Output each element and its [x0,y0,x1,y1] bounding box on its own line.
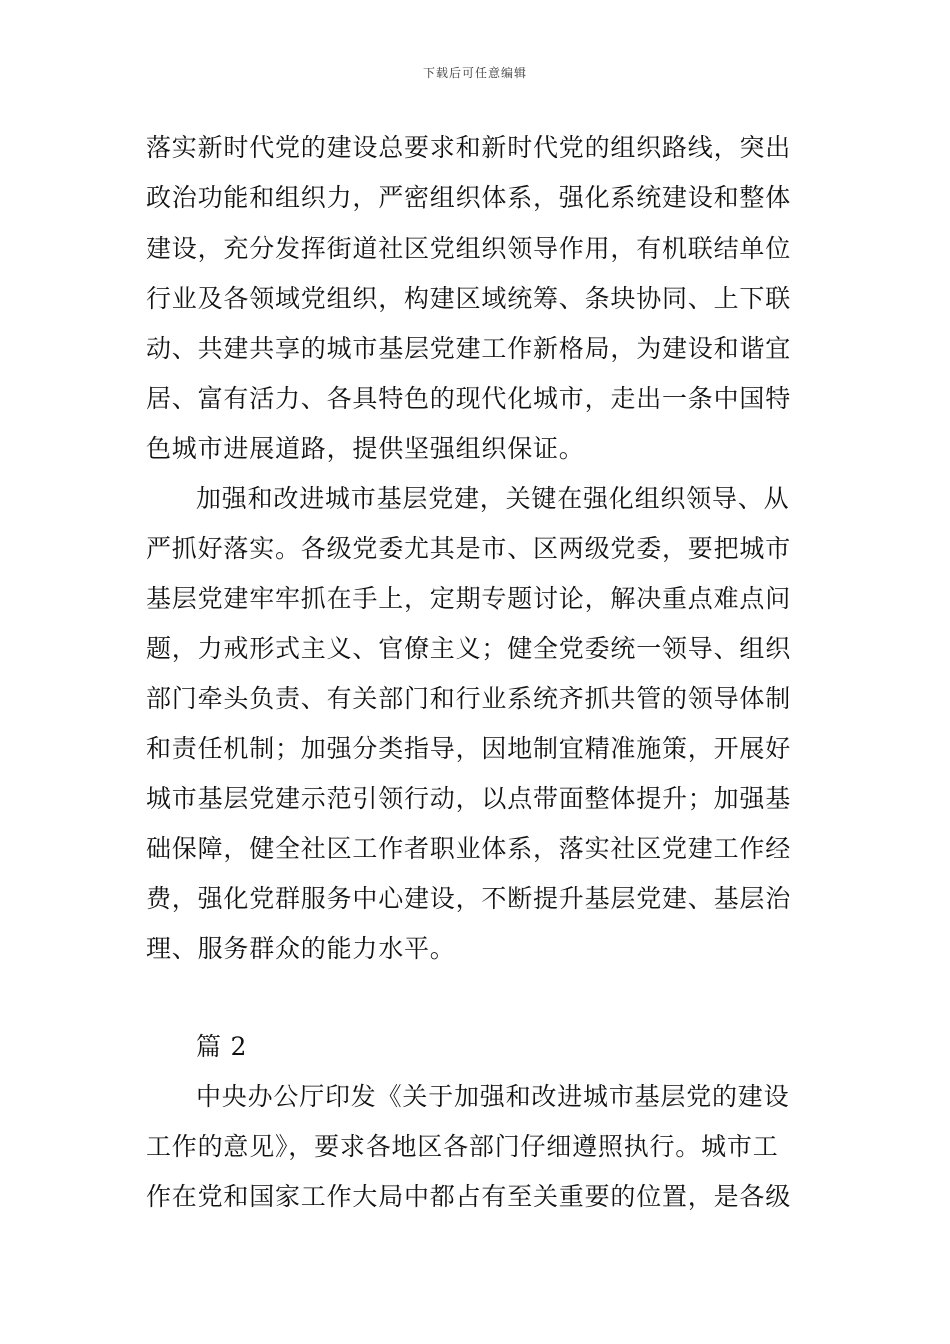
text-line: 理、服务群众的能力水平。 [146,934,456,963]
text-line: 行业及各领域党组织，构建区域统筹、条块协同、上下联 [146,284,792,313]
text-line: 城市基层党建示范引领行动，以点带面整体提升；加强基 [146,784,792,813]
text-line: 严抓好落实。各级党委尤其是市、区两级党委，要把城市 [146,534,792,563]
text-line: 色城市进展道路，提供坚强组织保证。 [146,434,585,463]
text-line: 基层党建牢牢抓在手上，定期专题讨论，解决重点难点问 [146,584,792,613]
text-line: 工作的意见》，要求各地区各部门仔细遵照执行。城市工 [146,1132,779,1161]
text-line: 落实新时代党的建设总要求和新时代党的组织路线，突出 [146,133,792,162]
text-line: 础保障，健全社区工作者职业体系，落实社区党建工作经 [146,834,792,863]
paragraph-first-line: 中央办公厅印发《关于加强和改进城市基层党的建设 [196,1082,790,1111]
paragraph-first-line: 加强和改进城市基层党建，关键在强化组织领导、从 [196,484,790,513]
text-line: 题，力戒形式主义、官僚主义；健全党委统一领导、组织 [146,634,792,663]
text-line: 和责任机制；加强分类指导，因地制宜精准施策，开展好 [146,734,792,763]
text-line: 政治功能和组织力，严密组织体系，强化系统建设和整体 [146,183,792,212]
text-line: 建设，充分发挥街道社区党组织领导作用，有机联结单位 [146,234,792,263]
text-line: 部门牵头负责、有关部门和行业系统齐抓共管的领导体制 [146,684,792,713]
text-line: 动、共建共享的城市基层党建工作新格局，为建设和谐宜 [146,334,792,363]
section-heading: 篇 2 [196,1032,248,1061]
text-line: 作在党和国家工作大局中都占有至关重要的位置，是各级 [146,1182,792,1211]
text-line: 居、富有活力、各具特色的现代化城市，走出一条中国特 [146,384,792,413]
page-header: 下载后可任意编辑 [422,66,527,80]
text-line: 费，强化党群服务中心建设，不断提升基层党建、基层治 [146,884,792,913]
